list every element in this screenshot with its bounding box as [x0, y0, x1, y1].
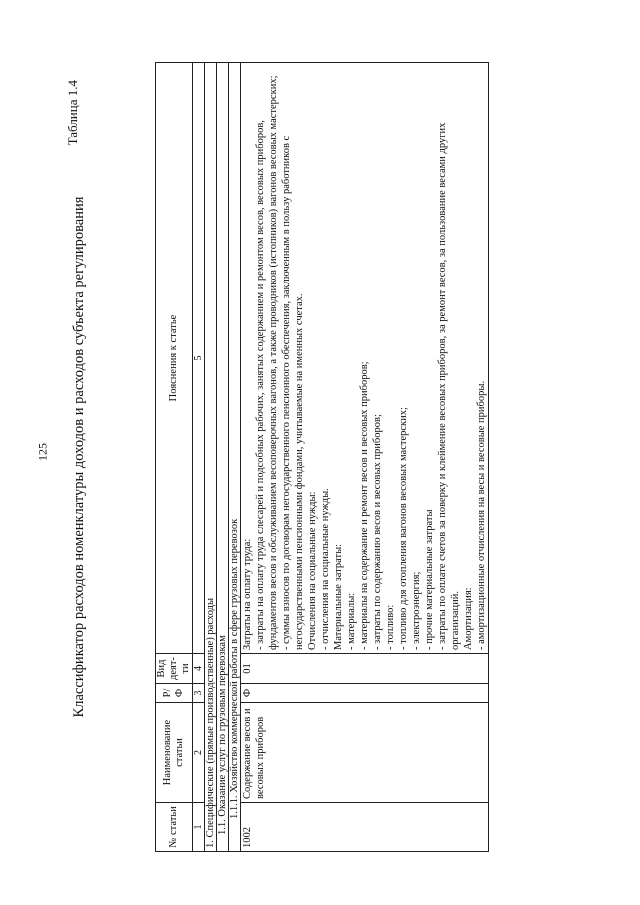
section-row — [205, 63, 217, 852]
explanation-line: - амортизационные отчисления на весы и весовые приборы. — [476, 380, 487, 650]
page-number: 125 — [35, 443, 50, 461]
item-name: Содержание весов и весовых приборов — [241, 703, 489, 803]
column-number: 4 — [193, 654, 205, 684]
explanation-line: - топливо: — [385, 604, 396, 650]
explanation-line: - материалы на содержание и ремонт весов и весовых приборов; — [359, 361, 370, 650]
item-number: 1002 — [241, 803, 489, 852]
explanation-line: - отчисления на социальные нужды. — [320, 488, 331, 650]
table-header-row — [156, 63, 193, 852]
explanation-line: - затраты на оплату труда слесарей и подсобных рабочих, занятых содержанием и ремонтом весов, весовых приборов, фундаментов весов и обслуживанием весоповерочных вагонов, а также проводников (истопников) вагонов весовых мастерских; — [255, 75, 279, 650]
rotated-page-content — [65, 62, 625, 852]
item-activity-type: 01 — [241, 654, 489, 684]
column-number-row — [193, 63, 205, 852]
section-title: 1. Специфические (прямые производственные) расходы — [205, 63, 217, 852]
explanation-line: - суммы взносов по договорам негосударственного пенсионного обеспечения, заключенным в пользу работников с негосударственными пенсионными фондами, учитываемые на именных счетах. — [281, 135, 305, 650]
expense-classifier-table — [155, 62, 489, 852]
column-number: 2 — [193, 703, 205, 803]
explanation-line: - затраты по содержанию весов и весовых приборов; — [372, 414, 383, 650]
header-item-number: № статьи — [156, 803, 193, 852]
item-explanation — [241, 63, 489, 654]
explanation-line: - материалы: — [346, 592, 357, 650]
item-rf: Ф — [241, 684, 489, 703]
header-explanation: Пояснения к статье — [156, 63, 193, 654]
table-row — [241, 63, 489, 852]
column-number: 1 — [193, 803, 205, 852]
explanation-line: Отчисления на социальные нужды: — [307, 491, 318, 650]
header-rf: Р/ Ф — [156, 684, 193, 703]
column-number: 3 — [193, 684, 205, 703]
header-activity-type: Вид деят-ти — [156, 654, 193, 684]
explanation-line: Материальные затраты: — [333, 543, 344, 650]
section-row — [217, 63, 229, 852]
explanation-line: Амортизация: — [463, 587, 474, 650]
header-item-name: Наименование статьи — [156, 703, 193, 803]
subsection-title: 1.1. Оказание услуг по грузовым перевозкам — [217, 63, 229, 852]
table-label: Таблица 1.4 — [65, 80, 80, 146]
explanation-line: Затраты на оплату труда: — [242, 538, 253, 650]
explanation-line: - электроэнергия; — [411, 571, 422, 650]
document-title: Классификатор расходов номенклатуры доходов и расходов субъекта регулирования — [71, 196, 87, 718]
column-number: 5 — [193, 63, 205, 654]
subsubsection-title: 1.1.1. Хозяйство коммерческой работы в сфере грузовых перевозок — [229, 63, 241, 852]
explanation-line: - затраты по оплате счетов за поверку и клеймение весовых приборов, за ремонт весов, за пользование весами других организаций. — [437, 122, 461, 650]
section-row — [229, 63, 241, 852]
explanation-line: - прочие материальные затраты — [424, 509, 435, 650]
explanation-line: - топливо для отопления вагонов весовых мастерских; — [398, 407, 409, 650]
